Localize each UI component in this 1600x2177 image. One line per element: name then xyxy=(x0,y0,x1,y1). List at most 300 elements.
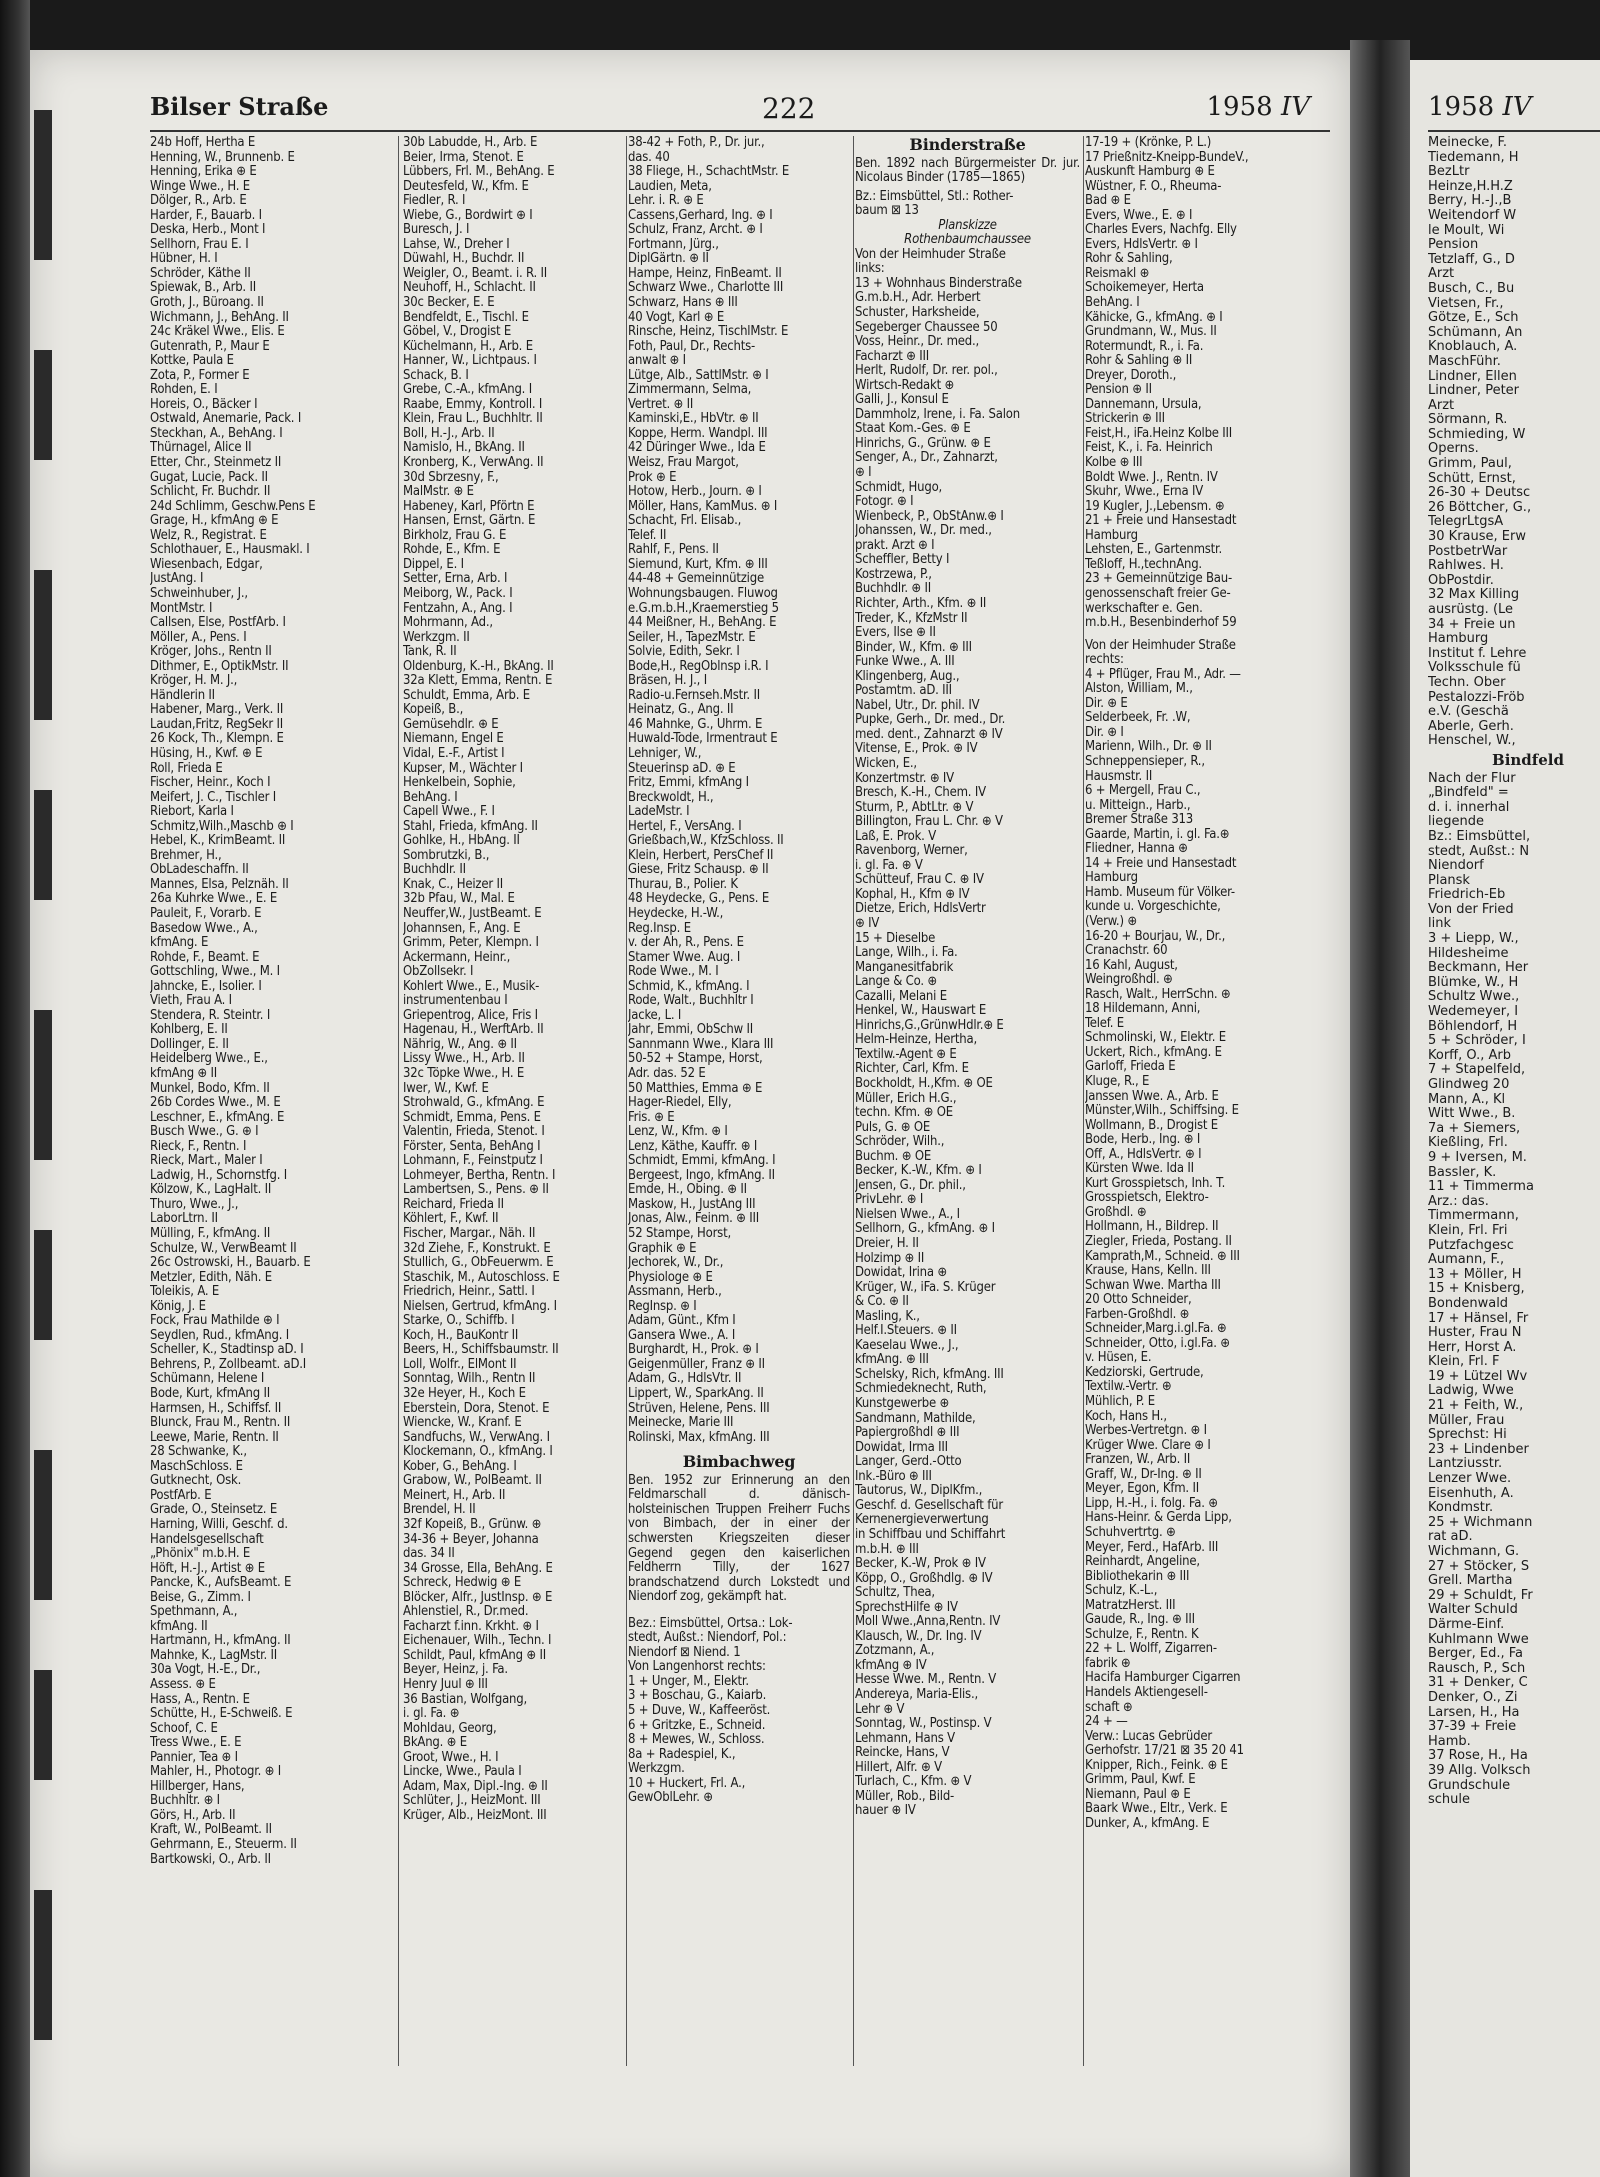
facing-entry: Pension xyxy=(1428,238,1479,253)
directory-entry: Bremer Straße 313 xyxy=(1085,813,1194,828)
directory-entry: Staat Kom.-Ges. ⊕ E xyxy=(855,422,971,437)
facing-entry: 26 Böttcher, G., xyxy=(1428,500,1532,515)
directory-entry: Brendel, H. II xyxy=(403,1503,476,1518)
directory-entry: Staschik, M., Autoschloss. E xyxy=(403,1270,560,1285)
directory-entry: Richter, Carl, Kfm. E xyxy=(855,1062,969,1077)
directory-entry: Mohldau, Georg, xyxy=(403,1721,497,1736)
directory-entry: Lange & Co. ⊕ xyxy=(855,975,937,990)
directory-entry: Herlt, Rudolf, Dr. rer. pol., xyxy=(855,364,998,379)
directory-entry: Lange, Wilh., i. Fa. xyxy=(855,946,958,961)
directory-entry: Bendfeldt, E., Tischl. E xyxy=(403,310,529,325)
directory-entry: Rolinski, Max, kfmAng. III xyxy=(628,1430,770,1445)
directory-entry: Hausmstr. II xyxy=(1085,769,1153,784)
directory-entry: Hertel, F., VersAng. I xyxy=(628,819,742,834)
directory-entry: Niemann, Paul ⊕ E xyxy=(1085,1787,1191,1802)
directory-entry: Wirtsch-Redakt ⊕ xyxy=(855,378,955,393)
directory-entry: 38 Fliege, H., SchachtMstr. E xyxy=(628,165,790,180)
directory-entry: kfmAng ⊕ IV xyxy=(855,1658,927,1673)
directory-entry: Etter, Chr., Steinmetz II xyxy=(150,456,282,471)
plan-sketch-label: Rothenbaumchaussee xyxy=(904,233,1031,248)
volume: IV xyxy=(1280,92,1310,122)
directory-entry: Schmiedeknecht, Ruth, xyxy=(855,1382,987,1397)
facing-entry: 7a + Siemers, xyxy=(1428,1121,1521,1136)
column-divider xyxy=(398,136,399,2066)
directory-entry: Wohnungsbaugen. Fluwog xyxy=(628,586,778,601)
facing-entry: Grundschule xyxy=(1428,1778,1511,1793)
book-gutter xyxy=(1350,40,1410,2177)
facing-entry: Lantziusstr. xyxy=(1428,1457,1503,1472)
directory-entry: anwalt ⊕ I xyxy=(628,354,686,369)
directory-entry: Kaminski,E., HbVtr. ⊕ II xyxy=(628,412,759,427)
directory-entry: Grosspietsch, Elektro- xyxy=(1085,1191,1209,1206)
facing-entry: Wedemeyer, I xyxy=(1428,1005,1519,1020)
facing-entry: Tiedemann, H xyxy=(1428,150,1519,165)
facing-entry: Rahlwes. H. xyxy=(1428,559,1504,574)
facing-entry: Glindweg 20 xyxy=(1428,1078,1510,1092)
directory-entry: Jahr, Emmi, ObSchw II xyxy=(628,1023,753,1038)
directory-entry: Wienbeck, P., ObStAnw.⊕ I xyxy=(855,509,1004,524)
facing-page-header xyxy=(1428,92,1531,122)
directory-entry: Hartmann, H., kfmAng. II xyxy=(150,1634,291,1649)
directory-entry: Cranachstr. 60 xyxy=(1085,944,1168,959)
directory-entry: i. gl. Fa. ⊕ V xyxy=(855,858,923,873)
directory-entry: Kolbe ⊕ III xyxy=(1085,456,1143,471)
directory-entry: Sonntag, W., Postinsp. V xyxy=(855,1717,992,1732)
directory-entry: Wiencke, W., Kranf. E xyxy=(403,1416,522,1431)
facing-entry: stedt, Außst.: N xyxy=(1428,844,1530,859)
directory-entry: Schulz, Franz, Archt. ⊕ I xyxy=(628,223,763,238)
facing-entry: Nach der Flur xyxy=(1428,771,1516,786)
directory-entry: Meinert, H., Arb. II xyxy=(403,1488,506,1503)
directory-entry: Gutknecht, Osk. xyxy=(150,1474,242,1489)
directory-column-2 xyxy=(403,136,623,2066)
directory-entry: Wichmann, J., BehAng. II xyxy=(150,310,289,325)
directory-entry: Hotow, Herb., Journ. ⊕ I xyxy=(628,485,762,500)
facing-volume: IV xyxy=(1502,92,1532,122)
directory-entry: Iwer, W., Kwf. E xyxy=(403,1081,489,1096)
facing-entry: Heinze,H.H.Z xyxy=(1428,179,1513,194)
facing-entry: 13 + Möller, H xyxy=(1428,1267,1522,1282)
facing-entry: Sörmann, R. xyxy=(1428,413,1508,428)
directory-entry: Farben-Großhdl. ⊕ xyxy=(1085,1307,1190,1322)
directory-entry xyxy=(1085,631,1330,639)
directory-entry: Schröder, Käthe II xyxy=(150,266,251,281)
facing-entry: Lindner, Ellen xyxy=(1428,369,1517,384)
directory-entry: Marienn, Wilh., Dr. ⊕ II xyxy=(1085,740,1212,755)
directory-entry: MaschSchloss. E xyxy=(150,1459,243,1474)
directory-entry: Lohmann, F., Feinstputz I xyxy=(403,1154,543,1169)
directory-entry: Richter, Arth., Kfm. ⊕ II xyxy=(855,596,987,611)
directory-entry: Roll, Frieda E xyxy=(150,761,223,776)
directory-entry: (Verw.) ⊕ xyxy=(1085,914,1137,929)
directory-entry: Reismakl ⊕ xyxy=(1085,266,1150,281)
directory-entry: Hamburg xyxy=(1085,871,1138,886)
directory-entry: Hager-Riedel, Elly, xyxy=(628,1096,732,1111)
directory-entry: Hansen, Ernst, Gärtn. E xyxy=(403,514,536,529)
directory-entry: Görs, H., Arb. II xyxy=(150,1808,236,1823)
directory-entry: Hebel, K., KrimBeamt. II xyxy=(150,834,286,849)
directory-entry: 40 Vogt, Karl ⊕ E xyxy=(628,310,725,325)
directory-entry: Behrens, P., Zollbeamt. aD.I xyxy=(150,1357,307,1372)
directory-entry: Telef. II xyxy=(628,528,667,543)
directory-entry: Ink.-Büro ⊕ III xyxy=(855,1469,932,1484)
directory-entry: Feist,H., iFa.Heinz Kolbe III xyxy=(1085,426,1233,441)
directory-entry: Schacht, Frl. Elisab., xyxy=(628,514,742,529)
directory-entry: Habeney, Karl, Pförtn E xyxy=(403,499,535,514)
directory-entry: 17 Prießnitz-Kneipp-BundeV., xyxy=(1085,150,1249,165)
directory-entry: Johanssen, W., Dr. med., xyxy=(855,524,992,539)
directory-entry: Boldt Wwe. J., Rentn. IV xyxy=(1085,470,1218,485)
directory-entry: Göbel, V., Drogist E xyxy=(403,325,512,340)
directory-entry: Siemund, Kurt, Kfm. ⊕ III xyxy=(628,557,768,572)
directory-entry: Hamb. Museum für Völker- xyxy=(1085,885,1235,900)
directory-entry: Lenz, W., Kfm. ⊕ I xyxy=(628,1125,728,1140)
directory-entry: Rohr & Sahling, xyxy=(1085,252,1173,267)
facing-entry: Hamburg xyxy=(1428,632,1489,647)
directory-entry: Franzen, W., Arb. II xyxy=(1085,1453,1191,1468)
directory-entry: Leschner, E., kfmAng. E xyxy=(150,1110,285,1125)
facing-entry: Walter Schuld xyxy=(1428,1603,1518,1618)
directory-entry: Sannmann Wwe., Klara III xyxy=(628,1037,774,1052)
directory-entry: Hinrichs, G., Grünw. ⊕ E xyxy=(855,436,991,451)
directory-entry: Vidal, E.-F., Artist I xyxy=(403,746,505,761)
directory-entry: ObLadeschaffn. II xyxy=(150,863,249,878)
directory-entry: Henry Juul ⊕ III xyxy=(403,1677,488,1692)
facing-entry: Witt Wwe., B. xyxy=(1428,1107,1516,1122)
directory-entry: Reincke, Hans, V xyxy=(855,1746,950,1761)
directory-entry: 30a Vogt, H.-E., Dr., xyxy=(150,1663,261,1678)
directory-entry: Mahler, H., Photogr. ⊕ I xyxy=(150,1765,282,1780)
directory-entry: 32d Ziehe, F., Konstrukt. E xyxy=(403,1241,551,1256)
facing-entry: Tetzlaff, G., D xyxy=(1428,252,1515,267)
directory-entry: Auskunft Hamburg ⊕ E xyxy=(1085,165,1215,180)
directory-entry: 8 + Mewes, W., Schloss. xyxy=(628,1733,765,1748)
directory-entry: Toleikis, A. E xyxy=(150,1285,220,1300)
directory-entry: Schultz, Thea, xyxy=(855,1586,935,1601)
directory-entry: Kröger, Johs., Rentn II xyxy=(150,645,272,660)
directory-entry: PostfArb. E xyxy=(150,1488,212,1503)
directory-entry: kfmAng. ⊕ III xyxy=(855,1353,929,1368)
directory-entry: Heinatz, G., Ang. II xyxy=(628,703,734,718)
facing-entry: Volksschule fü xyxy=(1428,661,1521,676)
directory-entry: Lohmeyer, Bertha, Rentn. I xyxy=(403,1168,556,1183)
directory-entry: Charles Evers, Nachfg. Elly xyxy=(1085,223,1237,238)
directory-entry: 15 + Dieselbe xyxy=(855,931,936,946)
directory-entry: med. dent., Zahnarzt ⊕ IV xyxy=(855,727,1003,742)
directory-entry: Meyer, Ferd., HafArb. III xyxy=(1085,1540,1219,1555)
directory-entry: Schröder, Wilh., xyxy=(855,1135,945,1150)
directory-column-3 xyxy=(628,136,850,2066)
directory-entry: Raabe, Emmy, Kontroll. I xyxy=(403,397,543,412)
directory-entry: Vertret. ⊕ II xyxy=(628,397,694,412)
directory-entry: Heydecke, H.-W., xyxy=(628,906,724,921)
directory-entry: Harning, Willi, Geschf. d. xyxy=(150,1517,288,1532)
directory-entry: Strickerin ⊕ III xyxy=(1085,412,1165,427)
directory-entry: Brehmer, H., xyxy=(150,848,222,863)
directory-entry: Koppe, Herm. Wandpl. III xyxy=(628,426,768,441)
directory-entry: Garloff, Frieda E xyxy=(1085,1060,1176,1075)
directory-entry: Geschf. d. Gesellschaft für xyxy=(855,1498,1003,1513)
facing-entry: Aberle, Gerh. xyxy=(1428,719,1514,734)
facing-entry: Operns. xyxy=(1428,442,1479,457)
facing-entry: BezLtr xyxy=(1428,165,1470,180)
directory-entry: m.b.H. ⊕ III xyxy=(855,1542,919,1557)
directory-entry: Postamtm. aD. III xyxy=(855,684,952,699)
directory-entry: Fritz, Emmi, kfmAng I xyxy=(628,776,749,791)
directory-entry: v. der Ah, R., Pens. E xyxy=(628,936,744,951)
facing-entry: 9 + Iversen, M. xyxy=(1428,1150,1527,1165)
directory-entry: Deutesfeld, W., Kfm. E xyxy=(403,179,529,194)
street-heading: Bilser Straße xyxy=(150,92,329,121)
facing-entry: Knoblauch, A. xyxy=(1428,340,1518,355)
directory-entry: Schlüter, J., HeizMont. III xyxy=(403,1794,541,1809)
facing-entry: Arz.: das. xyxy=(1428,1194,1489,1209)
directory-entry: Papiergroßhdl ⊕ III xyxy=(855,1426,960,1441)
directory-entry: u. Mitteign., Harb., xyxy=(1085,798,1191,813)
directory-entry: 4 + Pflüger, Frau M., Adr. — xyxy=(1085,667,1241,682)
directory-entry: Schlicht, Fr. Buchdr. II xyxy=(150,485,271,500)
directory-entry: Adam, Günt., Kfm I xyxy=(628,1314,736,1329)
directory-entry: DiplGärtn. ⊕ II xyxy=(628,252,709,267)
directory-entry: Busch Wwe., G. ⊕ I xyxy=(150,1125,259,1140)
facing-entry: 27 + Stöcker, S xyxy=(1428,1559,1530,1574)
facing-entry: 3 + Liepp, W., xyxy=(1428,932,1519,947)
directory-entry: Foth, Paul, Dr., Rechts- xyxy=(628,339,756,354)
directory-entry: 34-36 + Beyer, Johanna xyxy=(403,1532,539,1547)
directory-entry: Möller, A., Pens. I xyxy=(150,630,247,645)
directory-entry: Voss, Heinr., Dr. med., xyxy=(855,335,980,350)
directory-entry: Blöcker, Alfr., JustInsp. ⊕ E xyxy=(403,1590,553,1605)
directory-entry: Jensen, G., Dr. phil., xyxy=(855,1178,966,1193)
directory-entry: Rode Wwe., M. I xyxy=(628,965,719,980)
directory-entry: 44 Meißner, H., BehAng. E xyxy=(628,616,777,631)
directory-entry: Kohlberg, E. II xyxy=(150,1023,228,1038)
directory-entry: Breckwoldt, H., xyxy=(628,790,714,805)
directory-entry: König, J. E xyxy=(150,1299,206,1314)
binding-mark xyxy=(34,1010,52,1160)
directory-entry: 34 Grosse, Ella, BehAng. E xyxy=(403,1561,553,1576)
directory-entry: Von der Heimhuder Straße xyxy=(1085,638,1236,653)
directory-entry: Schmitz,Wilh.,Maschb ⊕ I xyxy=(150,819,294,834)
directory-entry: das. 40 xyxy=(628,150,670,165)
directory-entry: Langer, Gerd.-Otto xyxy=(855,1455,962,1470)
directory-entry: Jonas, Alw., Feinm. ⊕ III xyxy=(628,1212,760,1227)
facing-entry: Von der Fried xyxy=(1428,902,1514,917)
directory-entry: Gerhofstr. 17/21 ⊠ 35 20 41 xyxy=(1085,1744,1244,1759)
directory-entry: Kamprath,M., Schneid. ⊕ III xyxy=(1085,1249,1240,1264)
directory-entry: Ziegler, Frieda, Postang. II xyxy=(1085,1235,1232,1250)
column-divider xyxy=(1083,136,1084,2066)
directory-entry: 5 + Duve, W., Kaffeeröst. xyxy=(628,1703,771,1718)
binding-mark xyxy=(34,790,52,900)
directory-entry: Hinrichs,G.,GrünwHdlr.⊕ E xyxy=(855,1018,1004,1033)
directory-entry: Solvie, Edith, Sekr. I xyxy=(628,645,740,660)
directory-entry: Beyer, Heinz, j. Fa. xyxy=(403,1663,508,1678)
directory-entry: Laß, E. Prok. V xyxy=(855,829,936,844)
directory-column-5 xyxy=(1085,136,1330,2066)
facing-entry: Huster, Frau N xyxy=(1428,1326,1522,1341)
directory-entry: Lehmann, Hans V xyxy=(855,1731,955,1746)
directory-entry: ⊕ IV xyxy=(855,916,880,931)
directory-entry: Weingroßhdl. ⊕ xyxy=(1085,973,1173,988)
facing-entry: 17 + Hänsel, Fr xyxy=(1428,1311,1529,1326)
facing-entry: 7 + Stapelfeld, xyxy=(1428,1063,1526,1078)
directory-entry: Lenz, Käthe, Kauffr. ⊕ I xyxy=(628,1139,758,1154)
facing-entry: Bassler, K. xyxy=(1428,1165,1497,1180)
facing-entry: Eisenhuth, A. xyxy=(1428,1486,1514,1501)
directory-entry: Fentzahn, A., Ang. I xyxy=(403,601,513,616)
directory-entry: 21 + Freie und Hansestadt xyxy=(1085,514,1237,529)
directory-entry: Schmidt, Hugo, xyxy=(855,480,943,495)
directory-entry: Skuhr, Wwe., Erna IV xyxy=(1085,485,1204,500)
facing-entry: Därme-Einf. xyxy=(1428,1617,1505,1632)
directory-entry: Schmidt, Emmi, kfmAng. I xyxy=(628,1154,776,1169)
facing-entry: 5 + Schröder, I xyxy=(1428,1034,1526,1049)
directory-entry: GewOblLehr. ⊕ xyxy=(628,1791,713,1806)
directory-entry: Kupser, M., Wächter I xyxy=(403,761,523,776)
directory-entry: JustAng. I xyxy=(150,572,204,587)
directory-entry: Nielsen, Gertrud, kfmAng. I xyxy=(403,1299,557,1314)
facing-entry: TelegrLtgsA xyxy=(1428,515,1504,530)
directory-entry: SprechstHilfe ⊕ IV xyxy=(855,1600,958,1615)
year-volume xyxy=(1207,92,1310,122)
facing-entry: Beckmann, Her xyxy=(1428,961,1529,976)
directory-entry: kfmAng ⊕ II xyxy=(150,1067,218,1081)
directory-entry: Henning, Erika ⊕ E xyxy=(150,165,257,180)
directory-entry: Adr. das. 52 E xyxy=(628,1067,706,1081)
directory-entry: Fischer, Heinr., Koch I xyxy=(150,776,271,791)
directory-entry: Treder, K., KfzMstr II xyxy=(855,611,968,626)
facing-entry: Schmieding, W xyxy=(1428,427,1526,442)
directory-entry: Wüstner, F. O., Rheuma- xyxy=(1085,179,1222,194)
directory-entry: Gaude, R., Ing. ⊕ III xyxy=(1085,1613,1195,1628)
facing-entry: Kondmstr. xyxy=(1428,1501,1494,1516)
directory-entry: Griepentrog, Alice, Fris I xyxy=(403,1008,538,1023)
directory-entry: Schütteuf, Frau C. ⊕ IV xyxy=(855,873,984,888)
directory-entry: Capell Wwe., F. I xyxy=(403,805,495,820)
binding-mark xyxy=(34,110,52,260)
directory-entry: Helm-Heinze, Hertha, xyxy=(855,1033,977,1048)
directory-entry: Lissy Wwe., H., Arb. II xyxy=(403,1052,525,1067)
directory-entry: Feist, K., i. Fa. Heinrich xyxy=(1085,441,1213,456)
street-section-heading: Binderstraße xyxy=(909,136,1026,154)
directory-entry: Schwarz Wwe., Charlotte III xyxy=(628,281,784,296)
directory-entry: Pension ⊕ II xyxy=(1085,383,1152,398)
directory-entry: Klausch, W., Dr. Ing. IV xyxy=(855,1629,982,1644)
facing-entry: liegende xyxy=(1428,815,1484,830)
facing-entry: Institut f. Lehre xyxy=(1428,646,1527,661)
directory-entry: Physiologe ⊕ E xyxy=(628,1270,713,1285)
directory-entry: Hüsing, H., Kwf. ⊕ E xyxy=(150,746,263,761)
directory-entry: Schulze, F., Rentn. K xyxy=(1085,1627,1199,1642)
directory-entry: 6 + Mergell, Frau C., xyxy=(1085,784,1201,799)
facing-entry: Niendorf xyxy=(1428,859,1484,874)
directory-entry: Kernenergieverwertung xyxy=(855,1513,989,1528)
facing-entry: Kuhlmann Wwe xyxy=(1428,1632,1529,1647)
directory-entry: Lehr. i. R. ⊕ E xyxy=(628,194,704,209)
directory-entry: Knipper, Rich., Feink. ⊕ E xyxy=(1085,1758,1228,1773)
directory-entry: Namislo, H., BkAng. II xyxy=(403,441,525,456)
facing-entry: 39 Allg. Volksch xyxy=(1428,1763,1531,1778)
directory-entry: Bad ⊕ E xyxy=(1085,194,1131,209)
facing-entry: 19 + Lützel Wv xyxy=(1428,1369,1528,1384)
directory-entry: Händlerin II xyxy=(150,688,215,703)
directory-entry: rechts: xyxy=(1085,653,1124,668)
directory-entry: in Schiffbau und Schiffahrt xyxy=(855,1527,1006,1542)
directory-entry: 8a + Radespiel, K., xyxy=(628,1747,736,1762)
facing-entry: Lindner, Peter xyxy=(1428,384,1520,399)
binding-marks xyxy=(30,50,70,2177)
directory-entry: Tress Wwe., E. E xyxy=(150,1736,242,1751)
header-rule xyxy=(150,130,1330,132)
directory-entry: Sombrutzki, B., xyxy=(403,848,490,863)
directory-entry: instrumentenbau I xyxy=(403,994,508,1009)
directory-entry: Möller, Hans, KamMus. ⊕ I xyxy=(628,499,778,514)
facing-entry: Berger, Ed., Fa xyxy=(1428,1647,1524,1662)
directory-entry: Rasch, Walt., HerrSchn. ⊕ xyxy=(1085,987,1231,1002)
directory-entry: 3 + Boschau, G., Kaiarb. xyxy=(628,1689,767,1704)
facing-entry: Schümann, An xyxy=(1428,325,1523,340)
directory-entry: Giese, Fritz Schausp. ⊕ II xyxy=(628,863,769,878)
directory-entry: i. gl. Fa. ⊕ xyxy=(403,1707,460,1722)
facing-entry: 25 + Wichmann xyxy=(1428,1515,1533,1530)
directory-entry: Hacifa Hamburger Cigarren xyxy=(1085,1671,1241,1686)
directory-entry: Fischer, Margar., Näh. II xyxy=(403,1227,536,1242)
directory-entry: Evers, Wwe., E. ⊕ I xyxy=(1085,208,1193,223)
directory-entry: Gaarde, Martin, i. gl. Fa.⊕ xyxy=(1085,827,1230,842)
facing-entry: Timmermann, xyxy=(1428,1209,1519,1224)
directory-entry: m.b.H., Besenbinderhof 59 xyxy=(1085,616,1237,631)
facing-entry: Larsen, H., Ha xyxy=(1428,1705,1520,1720)
directory-entry: Kostrzewa, P., xyxy=(855,567,932,582)
directory-entry: Teßloff, H.,technAng. xyxy=(1085,557,1202,572)
directory-entry: 14 + Freie und Hansestadt xyxy=(1085,856,1237,871)
directory-entry: Fris. ⊕ E xyxy=(628,1110,675,1125)
directory-entry: MontMstr. I xyxy=(150,601,213,616)
facing-entry: 21 + Feith, W., xyxy=(1428,1399,1524,1414)
directory-entry: 24d Schlimm, Geschw.Pens E xyxy=(150,499,316,514)
directory-entry: Schulze, W., VerwBeamt II xyxy=(150,1241,297,1256)
directory-entry: 50-52 + Stampe, Horst, xyxy=(628,1052,763,1067)
directory-entry: Hagenau, H., WerftArb. II xyxy=(403,1023,544,1038)
directory-entry: Helf.I.Steuers. ⊕ II xyxy=(855,1324,957,1339)
directory-entry: Koch, Hans H., xyxy=(1085,1409,1167,1424)
facing-entry: Grimm, Paul, xyxy=(1428,457,1512,472)
directory-entry: Henkel, W., Hauswart E xyxy=(855,1004,987,1019)
directory-entry: Kohlert Wwe., E., Musik- xyxy=(403,979,540,994)
directory-entry: Segeberger Chaussee 50 xyxy=(855,320,998,335)
directory-entry: Neuffer,W., JustBeamt. E xyxy=(403,906,542,921)
directory-entry: Cassens,Gerhard, Ing. ⊕ I xyxy=(628,208,773,223)
directory-entry: Strüven, Helene, Pens. III xyxy=(628,1401,770,1416)
book-edge-left xyxy=(0,0,30,2177)
facing-entry: Grell. Martha xyxy=(1428,1574,1513,1589)
column-divider xyxy=(853,136,854,2066)
directory-entry: Thurau, B., Polier. K xyxy=(628,877,738,892)
directory-entry: Wiebe, G., Bordwirt ⊕ I xyxy=(403,208,533,223)
facing-entry: Bz.: Eimsbüttel, xyxy=(1428,829,1531,844)
directory-entry: Dreyer, Doroth., xyxy=(1085,368,1177,383)
facing-entry: „Bindfeld" = xyxy=(1428,786,1509,801)
directory-entry: Ackermann, Heinr., xyxy=(403,950,511,965)
directory-entry: Sellhorn, G., kfmAng. ⊕ I xyxy=(855,1222,995,1237)
directory-entry: Kurt Grosspietsch, Inh. T. xyxy=(1085,1176,1226,1191)
directory-entry: 22 + L. Wolff, Zigarren- xyxy=(1085,1642,1217,1657)
directory-entry: Off, A., HdlsVertr. ⊕ I xyxy=(1085,1147,1202,1162)
directory-entry: Düwahl, H., Buchdr. II xyxy=(403,252,525,267)
directory-entry: Rohde, F., Beamt. E xyxy=(150,950,260,965)
directory-entry: Kophal, H., Kfm ⊕ IV xyxy=(855,887,970,902)
